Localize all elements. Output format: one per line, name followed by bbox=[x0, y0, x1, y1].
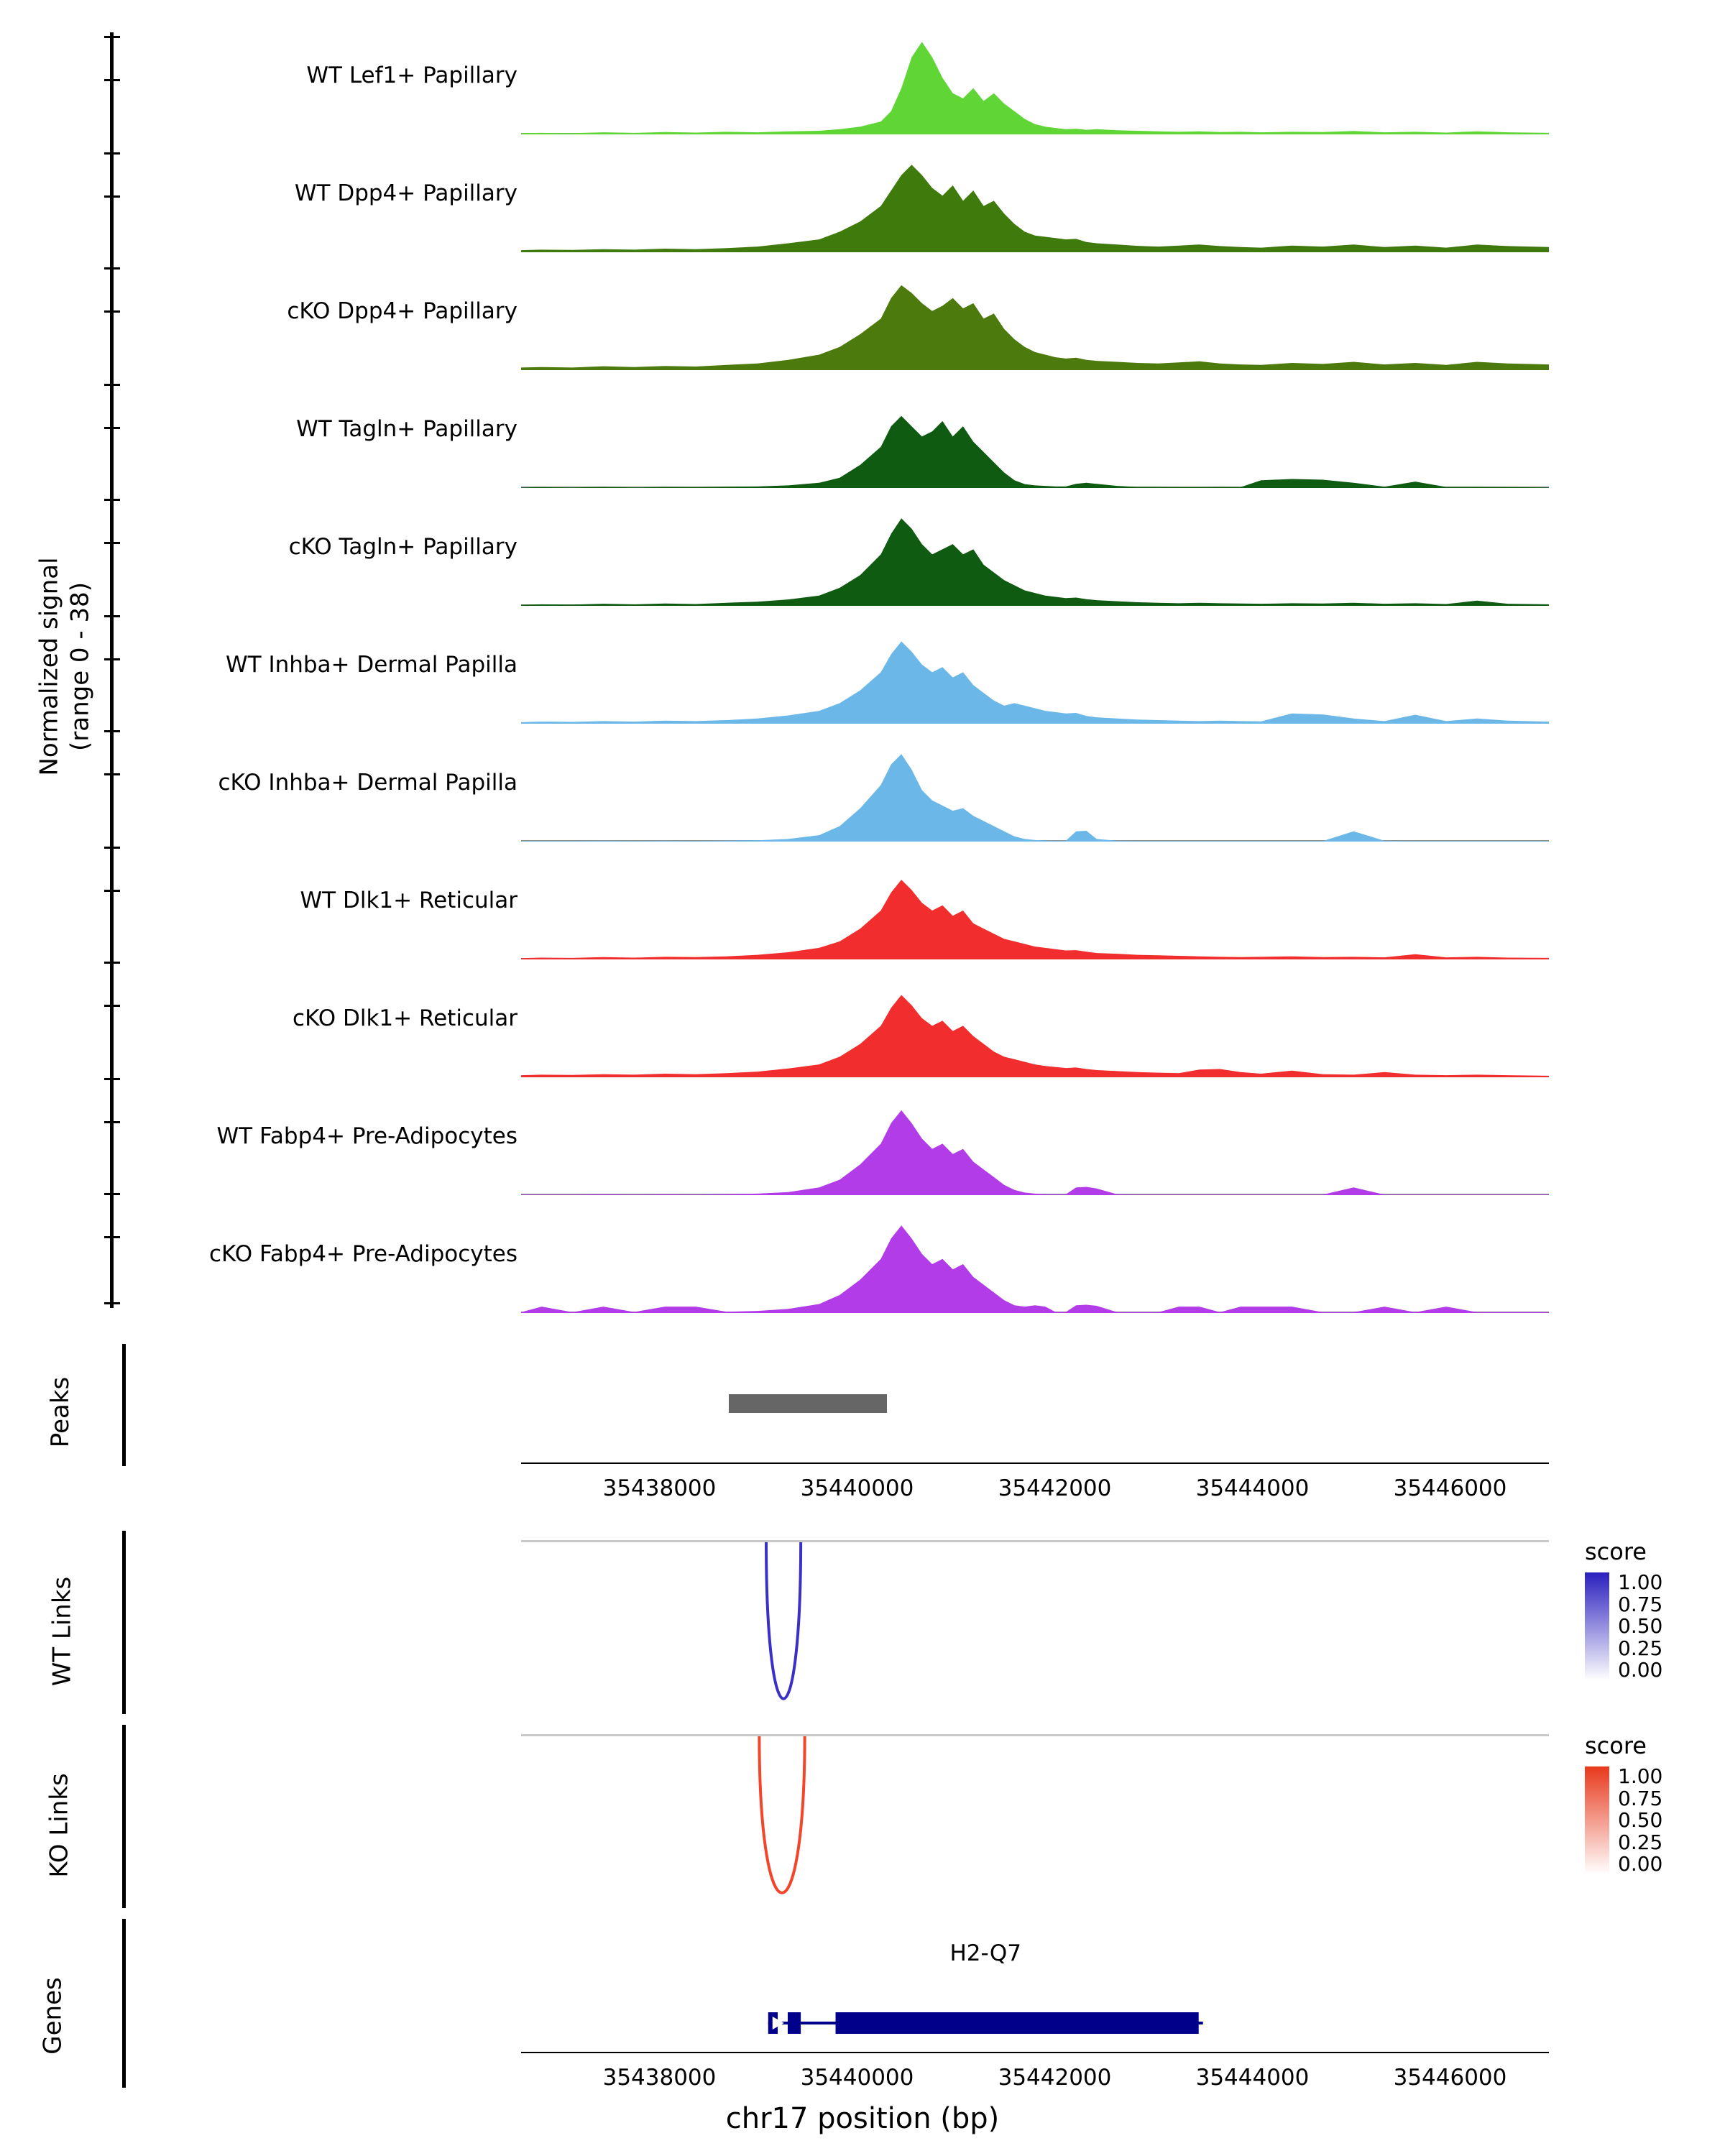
legend-tick: 0.00 bbox=[1618, 1852, 1663, 1876]
track-label: cKO Dlk1+ Reticular bbox=[293, 1005, 518, 1031]
track-label: WT Inhba+ Dermal Papilla bbox=[226, 652, 518, 678]
coverage-area bbox=[521, 622, 1549, 740]
legend-tick: 0.25 bbox=[1618, 1636, 1663, 1660]
ko-links-score-legend bbox=[1585, 1732, 1662, 1874]
wt-links-panel bbox=[0, 1527, 1725, 1721]
axis-tick-label: 35442000 bbox=[998, 1475, 1112, 1501]
coverage-track bbox=[0, 32, 1725, 150]
track-plot bbox=[521, 504, 1549, 622]
coverage-area bbox=[521, 268, 1549, 386]
coverage-track bbox=[0, 150, 1725, 268]
legend-tick-list bbox=[1618, 1766, 1662, 1874]
track-plot bbox=[521, 975, 1549, 1093]
axis-tick-label: 35446000 bbox=[1393, 2065, 1507, 2091]
axis-tick-label: 35444000 bbox=[1195, 1475, 1310, 1501]
track-label: WT Lef1+ Papillary bbox=[306, 63, 518, 88]
genes-label: Genes bbox=[38, 1977, 68, 2055]
track-plot bbox=[521, 740, 1549, 857]
ko-links-panel bbox=[0, 1721, 1725, 1915]
track-plot bbox=[521, 1093, 1549, 1211]
track-label: WT Dpp4+ Papillary bbox=[294, 180, 518, 206]
track-plot bbox=[521, 386, 1549, 504]
coverage-area bbox=[521, 32, 1549, 150]
ko-links-arc bbox=[521, 1721, 1549, 1915]
wt-links-arc bbox=[521, 1527, 1549, 1721]
x-axis-title: chr17 position (bp) bbox=[725, 2102, 1000, 2135]
peak-region-bar bbox=[729, 1394, 887, 1413]
track-label: cKO Fabp4+ Pre-Adipocytes bbox=[209, 1241, 518, 1267]
legend-tick: 0.75 bbox=[1618, 1592, 1663, 1616]
legend-tick: 0.75 bbox=[1618, 1786, 1663, 1810]
coverage-track bbox=[0, 504, 1725, 622]
axis-tick-label: 35440000 bbox=[800, 2065, 914, 2091]
track-label: WT Fabp4+ Pre-Adipocytes bbox=[216, 1123, 518, 1149]
coverage-track bbox=[0, 1093, 1725, 1211]
axis-line bbox=[521, 1462, 1549, 1464]
coverage-track bbox=[0, 857, 1725, 975]
coverage-area bbox=[521, 150, 1549, 268]
track-plot bbox=[521, 622, 1549, 740]
wt-links-baseline bbox=[521, 1540, 1549, 1542]
legend-tick: 0.50 bbox=[1618, 1808, 1663, 1832]
track-label: WT Dlk1+ Reticular bbox=[300, 888, 518, 913]
coverage-area bbox=[521, 386, 1549, 504]
legend-tick: 0.00 bbox=[1618, 1658, 1663, 1682]
legend-colorbar bbox=[1585, 1572, 1609, 1680]
axis-tick-label: 35440000 bbox=[800, 1475, 914, 1501]
track-label: cKO Inhba+ Dermal Papilla bbox=[218, 770, 518, 796]
axis-tick-label: 35442000 bbox=[998, 2065, 1112, 2091]
coverage-track bbox=[0, 740, 1725, 857]
coverage-area bbox=[521, 504, 1549, 622]
legend-title: score bbox=[1585, 1732, 1647, 1759]
gene-name-label: H2-Q7 bbox=[949, 1940, 1021, 1966]
ko-links-label: KO Links bbox=[45, 1773, 74, 1878]
legend-tick: 1.00 bbox=[1618, 1570, 1663, 1594]
coverage-area bbox=[521, 857, 1549, 975]
legend-tick: 0.25 bbox=[1618, 1830, 1663, 1854]
axis-tick-label: 35438000 bbox=[602, 2065, 717, 2091]
coverage-track bbox=[0, 386, 1725, 504]
legend-colorbar bbox=[1585, 1766, 1609, 1874]
coverage-area bbox=[521, 740, 1549, 857]
coverage-area bbox=[521, 975, 1549, 1093]
legend-tick: 1.00 bbox=[1618, 1764, 1663, 1788]
wt-links-label: WT Links bbox=[47, 1576, 77, 1687]
coverage-track bbox=[0, 975, 1725, 1093]
ko-links-baseline bbox=[521, 1734, 1549, 1736]
axis-tick-label: 35446000 bbox=[1393, 1475, 1507, 1501]
wt-links-plot bbox=[521, 1527, 1549, 1721]
axis-tick-label: 35438000 bbox=[602, 1475, 717, 1501]
y-axis-label-line1: Normalized signal bbox=[34, 557, 64, 776]
peaks-panel bbox=[0, 1337, 1725, 1480]
wt-links-score-legend bbox=[1585, 1538, 1662, 1680]
genomic-axis-top bbox=[0, 1462, 1725, 1527]
legend-title: score bbox=[1585, 1538, 1647, 1565]
track-plot bbox=[521, 857, 1549, 975]
peaks-label: Peaks bbox=[46, 1376, 75, 1448]
track-label: cKO Dpp4+ Papillary bbox=[287, 298, 518, 324]
track-label: cKO Tagln+ Papillary bbox=[288, 534, 518, 560]
ko-links-plot bbox=[521, 1721, 1549, 1915]
coverage-track bbox=[0, 622, 1725, 740]
track-plot bbox=[521, 32, 1549, 150]
track-plot bbox=[521, 1211, 1549, 1329]
coverage-track bbox=[0, 1211, 1725, 1329]
axis-tick-label: 35444000 bbox=[1195, 2065, 1310, 2091]
wt-links-spine bbox=[122, 1531, 126, 1714]
track-label: WT Tagln+ Papillary bbox=[296, 416, 518, 442]
axis-line bbox=[521, 2052, 1549, 2053]
coverage-area bbox=[521, 1093, 1549, 1211]
coverage-area bbox=[521, 1211, 1549, 1329]
peaks-spine bbox=[122, 1344, 126, 1466]
coverage-track bbox=[0, 268, 1725, 386]
y-axis-label-line2: (range 0 - 38) bbox=[65, 582, 94, 751]
legend-tick: 0.50 bbox=[1618, 1614, 1663, 1638]
track-plot bbox=[521, 150, 1549, 268]
legend-tick-list bbox=[1618, 1572, 1662, 1680]
ko-links-spine bbox=[122, 1725, 126, 1908]
track-plot bbox=[521, 268, 1549, 386]
